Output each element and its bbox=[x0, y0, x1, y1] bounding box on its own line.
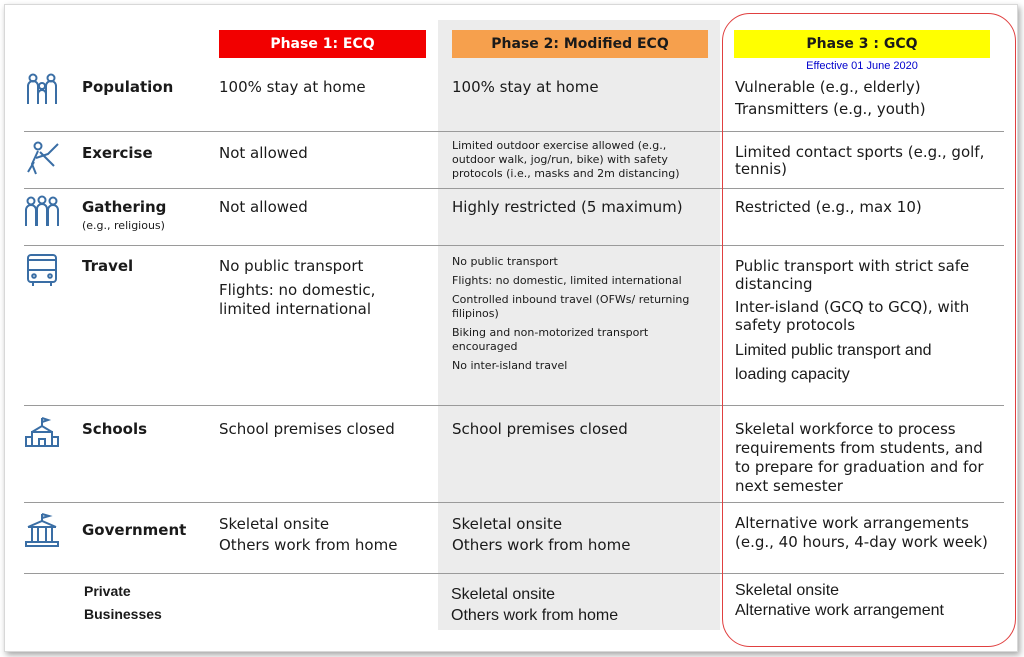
row-label: Gathering bbox=[82, 198, 167, 216]
row-label: Government bbox=[82, 521, 187, 539]
phase2-cell bbox=[451, 584, 713, 626]
phase3-highlight-outline bbox=[722, 13, 1016, 647]
phase3-effective-date: Effective 01 June 2020 bbox=[806, 60, 918, 72]
phase2-line: Skeletal onsite bbox=[452, 515, 563, 533]
phase2-cell: Highly restricted (5 maximum) bbox=[452, 198, 683, 216]
phase3-line: Alternative work arrangement bbox=[735, 602, 944, 619]
school-icon bbox=[24, 414, 60, 450]
phase1-line: No public transport bbox=[219, 257, 364, 275]
row-label bbox=[84, 580, 162, 626]
phase3-line: Public transport with strict safe distancing bbox=[735, 257, 970, 293]
exercise-person-icon bbox=[24, 140, 60, 176]
phase2-line: Controlled inbound travel (OFWs/ returning filipinos) bbox=[452, 293, 690, 320]
phase3-line: Inter-island (GCQ to GCQ), with safety protocols bbox=[735, 298, 970, 334]
phase1-cell bbox=[219, 514, 429, 556]
phase1-header: Phase 1: ECQ bbox=[219, 30, 426, 58]
phase3-line: Skeletal onsite bbox=[735, 582, 840, 599]
phase2-line: No public transport bbox=[452, 255, 558, 268]
phase2-line: Others work from home bbox=[451, 607, 619, 624]
phase2-header: Phase 2: Modified ECQ bbox=[452, 30, 708, 58]
family-icon bbox=[24, 72, 60, 108]
phase1-cell: School premises closed bbox=[219, 420, 395, 438]
bus-icon bbox=[24, 252, 60, 288]
row-label: Travel bbox=[82, 257, 134, 275]
phase3-cell: Restricted (e.g., max 10) bbox=[735, 198, 922, 216]
phase1-line: Flights: no domestic, limited international bbox=[219, 281, 376, 318]
phase3-line: Transmitters (e.g., youth) bbox=[735, 100, 926, 118]
row-label: Population bbox=[82, 78, 174, 96]
phase2-line: No inter-island travel bbox=[452, 359, 568, 372]
group-icon bbox=[24, 194, 60, 230]
phase3-cell: Skeletal workforce to process requirements from students, and to prepare for graduation and for next semester bbox=[735, 420, 984, 495]
row-label: Exercise bbox=[82, 144, 153, 162]
phase1-cell: 100% stay at home bbox=[219, 78, 366, 96]
row-label: Schools bbox=[82, 420, 148, 438]
phase2-cell bbox=[452, 255, 702, 378]
phase1-cell: Not allowed bbox=[219, 198, 308, 216]
row-sublabel: (e.g., religious) bbox=[82, 219, 165, 232]
phase3-header: Phase 3 : GCQ bbox=[734, 30, 990, 58]
government-building-icon bbox=[24, 512, 60, 548]
phase3-cell: Limited contact sports (e.g., golf, tennis) bbox=[735, 143, 985, 178]
phase2-line: Biking and non-motorized transport encouraged bbox=[452, 326, 649, 353]
phase1-line: Others work from home bbox=[219, 536, 398, 554]
phase2-line: Others work from home bbox=[452, 536, 631, 554]
phase2-line: Flights: no domestic, limited international bbox=[452, 274, 682, 287]
row-label-line: Private bbox=[84, 583, 131, 599]
phase2-cell bbox=[452, 514, 714, 556]
phase2-cell: 100% stay at home bbox=[452, 78, 599, 96]
phase1-line: Skeletal onsite bbox=[219, 515, 330, 533]
phase3-line: Limited public transport and loading capacity bbox=[735, 342, 932, 383]
phase2-cell: Limited outdoor exercise allowed (e.g., outdoor walk, jog/run, bike) with safety protocols (i.e., masks and 2m distancing) bbox=[452, 139, 680, 180]
row-label-line: Businesses bbox=[84, 606, 162, 622]
phase2-cell: School premises closed bbox=[452, 420, 628, 438]
phase3-line: Vulnerable (e.g., elderly) bbox=[735, 78, 921, 96]
phase1-cell bbox=[219, 257, 419, 324]
phase3-cell: Alternative work arrangements (e.g., 40 hours, 4-day work week) bbox=[735, 514, 988, 551]
phase2-line: Skeletal onsite bbox=[451, 586, 556, 603]
phase1-cell: Not allowed bbox=[219, 144, 308, 162]
